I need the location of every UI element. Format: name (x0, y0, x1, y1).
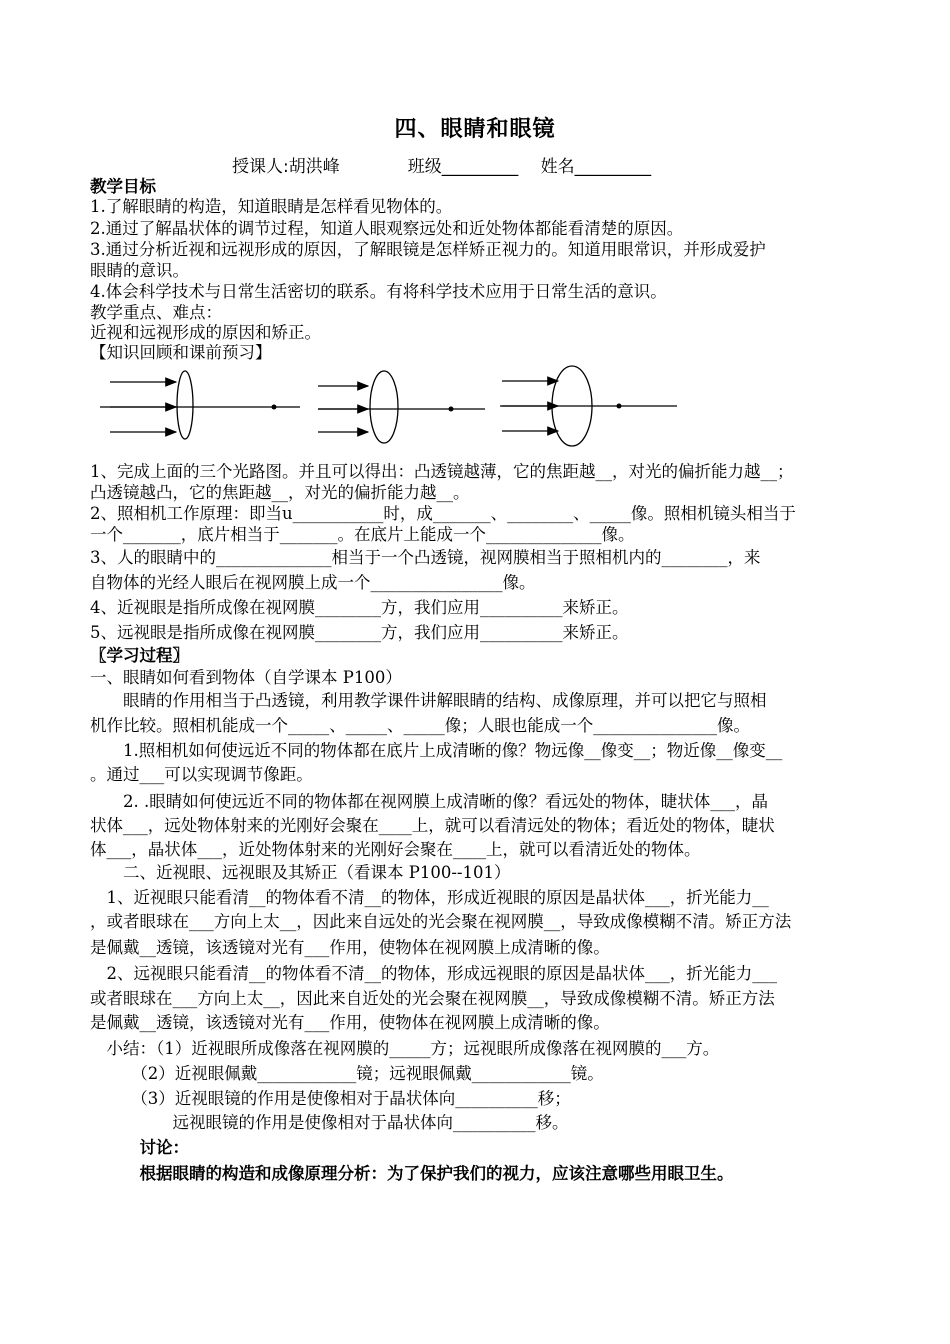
review-q2: 2、照相机工作原理：即当u___________时，成_______、________、_____像。照相机镜头相当于 (90, 504, 796, 523)
discussion-question: 根据眼睛的构造和成像原理分析：为了保护我们的视力，应该注意哪些用眼卫生。 (90, 1164, 734, 1183)
part1-heading: 一、眼睛如何看到物体（自学课本 P100） (90, 668, 402, 687)
section-heading-objectives: 教学目标 (90, 177, 156, 196)
part1-q2: 2. .眼睛如何使远近不同的物体都在视网膜上成清晰的像？看远处的物体，睫状体___，晶 (90, 792, 768, 811)
myopia-text-cont: ，或者眼球在___方向上太__，因此来自远处的光会聚在视网膜__，导致成像模糊不清。矫正方法 (90, 912, 792, 931)
hyperopia-text-cont2: 是佩戴__透镜，该透镜对光有___作用，使物体在视网膜上成清晰的像。 (90, 1013, 610, 1032)
lens-diagram-thick (500, 366, 677, 446)
lens-diagram-medium (318, 371, 485, 443)
summary-3: （3）近视眼镜的作用是使像相对于晶状体向__________移； (90, 1089, 571, 1108)
part1-q1: 1.照相机如何使远近不同的物体都在底片上成清晰的像？物远像__像变__；物近像__像变__ (90, 741, 783, 760)
part2-heading: 二、近视眼、远视眼及其矫正（看课本 P100--101） (90, 863, 511, 882)
summary-1: 小结：（1）近视眼所成像落在视网膜的_____方；远视眼所成像落在视网膜的___方。 (90, 1039, 720, 1058)
summary-3-cont: 远视眼镜的作用是使像相对于晶状体向__________移。 (90, 1113, 569, 1132)
key-points-heading: 教学重点、难点： (90, 303, 222, 322)
subtitle-teacher-class-name: 授课人:胡洪峰 班级_________ 姓名_________ (232, 157, 652, 177)
hyperopia-text: 2、远视眼只能看清__的物体看不清__的物体，形成远视眼的原因是晶状体___，折光能力___ (90, 964, 777, 983)
myopia-text-cont2: 是佩戴__透镜，该透镜对光有___作用，使物体在视网膜上成清晰的像。 (90, 938, 610, 957)
part1-q2-cont: 状体___，远处物体射来的光刚好会聚在____上，就可以看清远处的物体；看近处的物体，睫状 (90, 816, 775, 835)
part1-q2-cont2: 体___，晶状体___，近处物体射来的光刚好会聚在____上，就可以看清近处的物体。 (90, 840, 701, 859)
objective-3-cont: 眼睛的意识。 (90, 261, 189, 280)
review-q3: 3、人的眼睛中的______________相当于一个凸透镜，视网膜相当于照相机内的________，来 (90, 548, 761, 567)
review-q3-cont: 自物体的光经人眼后在视网膜上成一个________________像。 (90, 573, 536, 592)
key-points-text: 近视和远视形成的原因和矫正。 (90, 323, 321, 342)
part1-text: 眼睛的作用相当于凸透镜，利用教学课件讲解眼睛的结构、成像原理，并可以把它与照相 (90, 691, 767, 710)
review-q1: 1、完成上面的三个光路图。并且可以得出：凸透镜越薄，它的焦距越__，对光的偏折能力越__； (90, 462, 794, 481)
review-q1-cont: 凸透镜越凸，它的焦距越__，对光的偏折能力越__。 (90, 483, 470, 502)
discussion-heading: 讨论： (90, 1138, 189, 1157)
objective-4: 4.体会科学技术与日常生活密切的联系。有将科学技术应用于日常生活的意识。 (90, 282, 667, 301)
page-title: 四、眼睛和眼镜 (394, 116, 556, 142)
review-q2-cont: 一个_______，底片相当于_______。在底片上能成一个______________像。 (90, 525, 635, 544)
lens-diagram-thin (100, 371, 300, 439)
objective-2: 2.通过了解晶状体的调节过程，知道人眼观察远处和近处物体都能看清楚的原因。 (90, 219, 684, 238)
review-q5: 5、远视眼是指所成像在视网膜________方，我们应用__________来矫正。 (90, 623, 629, 642)
objective-1: 1.了解眼睛的构造，知道眼睛是怎样看见物体的。 (90, 197, 453, 216)
part1-q1-cont: 。通过___可以实现调节像距。 (90, 765, 313, 784)
review-heading: 【知识回顾和课前预习】 (90, 343, 272, 362)
review-q4: 4、近视眼是指所成像在视网膜________方，我们应用__________来矫正。 (90, 598, 629, 617)
hyperopia-text-cont: 或者眼球在___方向上太__，因此来自近处的光会聚在视网膜__，导致成像模糊不清。矫正方法 (90, 989, 775, 1008)
myopia-text: 1、近视眼只能看清__的物体看不清__的物体，形成近视眼的原因是晶状体___，折光能力__ (90, 888, 769, 907)
part1-text-cont: 机作比较。照相机能成一个_____、_____、_____像；人眼也能成一个_______________像。 (90, 716, 750, 735)
summary-2: （2）近视眼佩戴____________镜；远视眼佩戴____________镜。 (90, 1064, 604, 1083)
learning-process-heading: 〖学习过程〗 (90, 646, 189, 665)
objective-3: 3.通过分析近视和远视形成的原因，了解眼镜是怎样矫正视力的。知道用眼常识，并形成爱护 (90, 240, 766, 259)
